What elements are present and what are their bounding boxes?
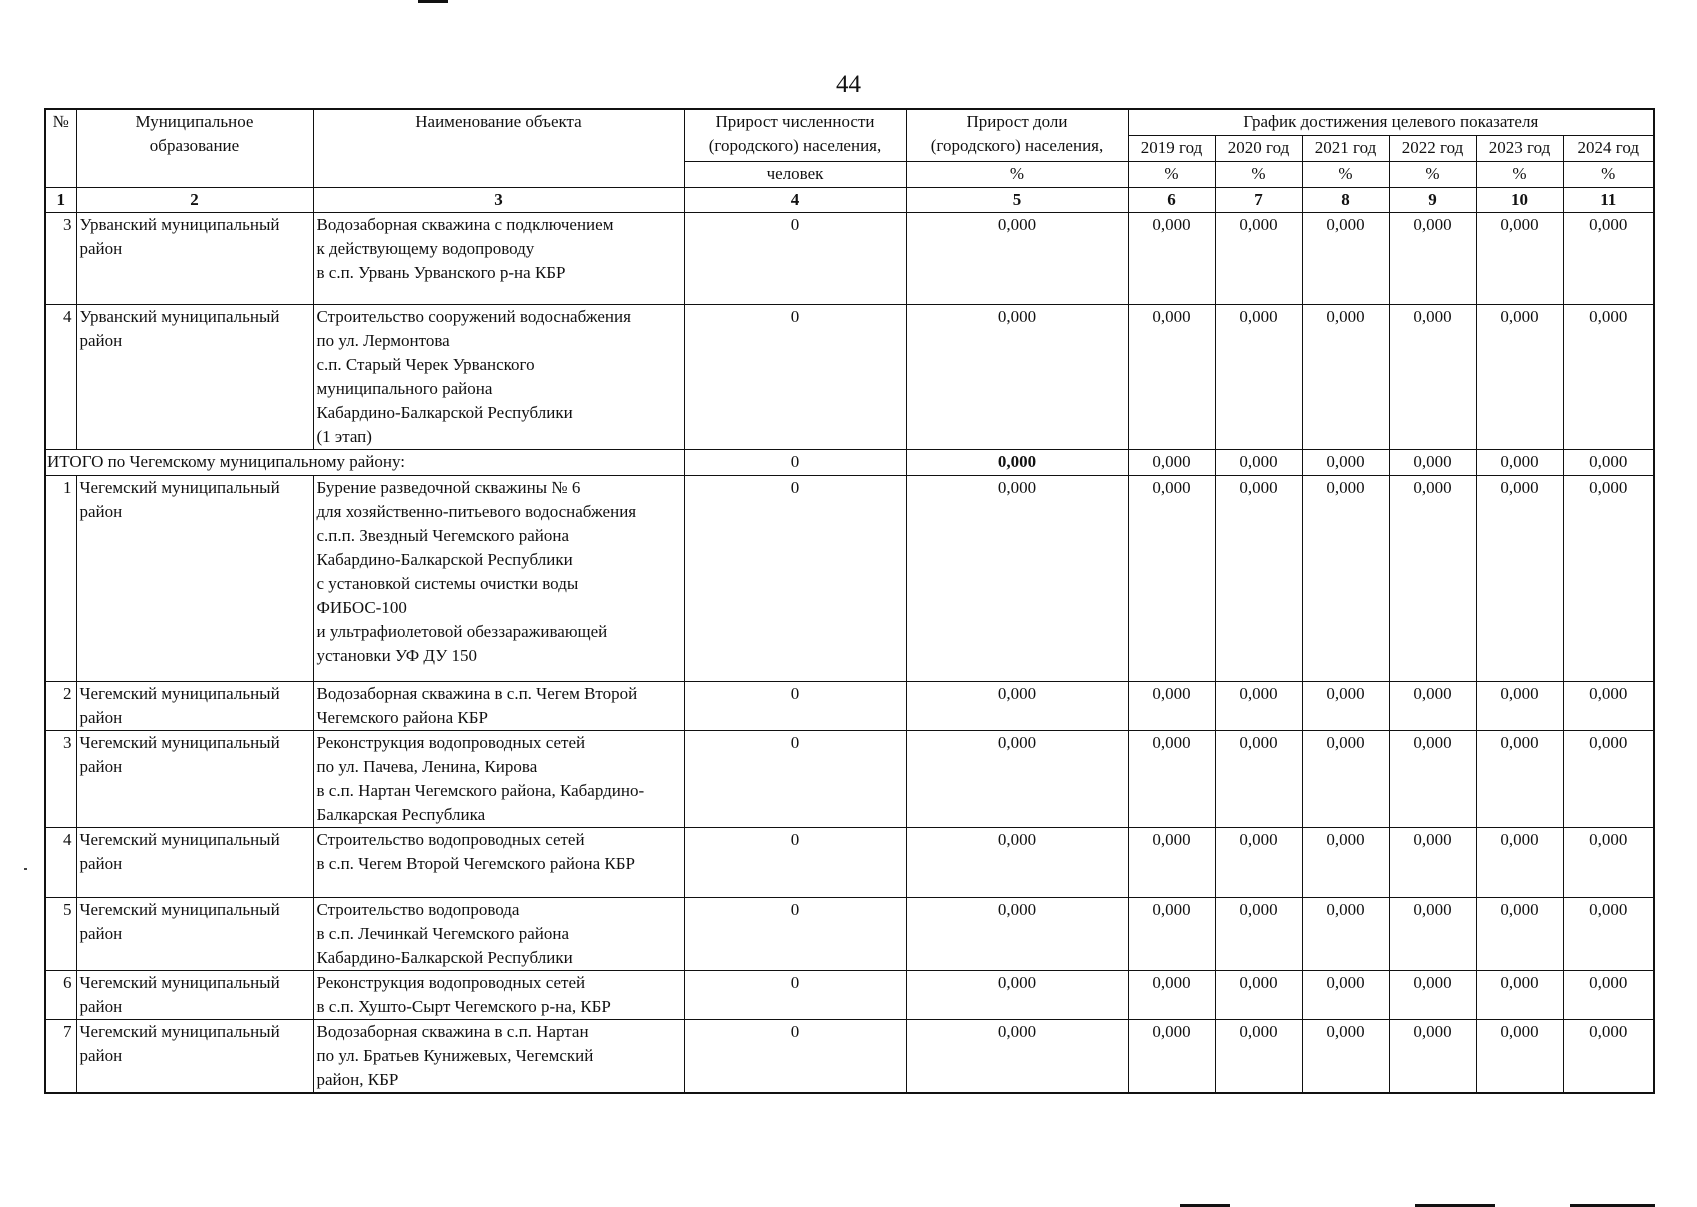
- row-municipality: Чегемский муниципальный район: [76, 827, 313, 897]
- row-year-value: 0,000: [1128, 827, 1215, 897]
- header-year: 2023 год: [1476, 135, 1563, 161]
- header-no: №: [45, 109, 76, 187]
- row-growth-share: 0,000: [906, 897, 1128, 970]
- row-year-value: 0,000: [1389, 897, 1476, 970]
- unit-year: %: [1128, 161, 1215, 187]
- total-year-value: 0,000: [1389, 449, 1476, 475]
- row-number: 6: [45, 970, 76, 1019]
- unit-year: %: [1389, 161, 1476, 187]
- row-year-value: 0,000: [1389, 730, 1476, 827]
- row-growth-count: 0: [684, 212, 906, 304]
- row-municipality: Чегемский муниципальный район: [76, 970, 313, 1019]
- table-row: [45, 304, 1654, 449]
- table-row: [45, 475, 1654, 681]
- row-growth-share: 0,000: [906, 475, 1128, 681]
- header-schedule: График достижения целевого показателя: [1128, 109, 1654, 135]
- total-label: ИТОГО по Чегемскому муниципальному району:: [45, 449, 684, 475]
- row-year-value: 0,000: [1476, 1019, 1563, 1093]
- total-year-value: 0,000: [1476, 449, 1563, 475]
- column-number: 5: [906, 187, 1128, 212]
- table-row: [45, 730, 1654, 827]
- header-year: 2021 год: [1302, 135, 1389, 161]
- table-row: [45, 827, 1654, 897]
- row-year-value: 0,000: [1563, 897, 1654, 970]
- row-year-value: 0,000: [1476, 475, 1563, 681]
- row-year-value: 0,000: [1302, 730, 1389, 827]
- column-number: 6: [1128, 187, 1215, 212]
- row-year-value: 0,000: [1563, 1019, 1654, 1093]
- row-year-value: 0,000: [1302, 970, 1389, 1019]
- row-growth-count: 0: [684, 827, 906, 897]
- header-growth-count: Прирост численности (городского) населения,: [684, 109, 906, 161]
- column-number: 8: [1302, 187, 1389, 212]
- row-year-value: 0,000: [1389, 212, 1476, 304]
- unit-year: %: [1563, 161, 1654, 187]
- total-year-value: 0,000: [1563, 449, 1654, 475]
- row-year-value: 0,000: [1389, 304, 1476, 449]
- header-object: Наименование объекта: [313, 109, 684, 187]
- row-year-value: 0,000: [1302, 304, 1389, 449]
- table-row: [45, 1019, 1654, 1093]
- row-year-value: 0,000: [1215, 730, 1302, 827]
- row-year-value: 0,000: [1128, 730, 1215, 827]
- row-growth-count: 0: [684, 897, 906, 970]
- row-growth-share: 0,000: [906, 970, 1128, 1019]
- unit-year: %: [1302, 161, 1389, 187]
- row-year-value: 0,000: [1563, 827, 1654, 897]
- row-object: Строительство сооружений водоснабжения по ул. Лермонтова с.п. Старый Черек Урванского муниципального района Кабардино-Балкарской Республики (1 этап): [313, 304, 684, 449]
- row-object: Строительство водопроводных сетей в с.п. Чегем Второй Чегемского района КБР: [313, 827, 684, 897]
- row-year-value: 0,000: [1476, 730, 1563, 827]
- row-municipality: Чегемский муниципальный район: [76, 475, 313, 681]
- row-municipality: Чегемский муниципальный район: [76, 681, 313, 730]
- row-municipality: Урванский муниципальный район: [76, 304, 313, 449]
- row-municipality: Чегемский муниципальный район: [76, 897, 313, 970]
- row-year-value: 0,000: [1215, 304, 1302, 449]
- row-year-value: 0,000: [1215, 475, 1302, 681]
- row-growth-count: 0: [684, 681, 906, 730]
- header-growth-share: Прирост доли (городского) населения,: [906, 109, 1128, 161]
- header-municipality: Муниципальное образование: [76, 109, 313, 187]
- page-number: 44: [836, 71, 861, 98]
- table-row: [45, 970, 1654, 1019]
- row-growth-count: 0: [684, 730, 906, 827]
- scan-dot: [24, 868, 27, 870]
- row-year-value: 0,000: [1215, 897, 1302, 970]
- row-year-value: 0,000: [1476, 304, 1563, 449]
- row-municipality: Чегемский муниципальный район: [76, 730, 313, 827]
- row-growth-count: 0: [684, 970, 906, 1019]
- row-year-value: 0,000: [1215, 827, 1302, 897]
- header-year: 2022 год: [1389, 135, 1476, 161]
- column-number: 3: [313, 187, 684, 212]
- row-growth-share: 0,000: [906, 730, 1128, 827]
- row-year-value: 0,000: [1302, 1019, 1389, 1093]
- row-object: Водозаборная скважина в с.п. Нартан по ул. Братьев Кунижевых, Чегемский район, КБР: [313, 1019, 684, 1093]
- total-growth-share: 0,000: [906, 449, 1128, 475]
- total-row: [45, 449, 1654, 475]
- column-number: 1: [45, 187, 76, 212]
- column-number: 9: [1389, 187, 1476, 212]
- column-number: 4: [684, 187, 906, 212]
- row-year-value: 0,000: [1563, 475, 1654, 681]
- row-number: 4: [45, 827, 76, 897]
- row-year-value: 0,000: [1563, 730, 1654, 827]
- row-year-value: 0,000: [1476, 970, 1563, 1019]
- unit-count: человек: [684, 161, 906, 187]
- target-indicator-table: [44, 108, 1655, 1094]
- row-growth-share: 0,000: [906, 827, 1128, 897]
- row-year-value: 0,000: [1563, 212, 1654, 304]
- row-year-value: 0,000: [1128, 304, 1215, 449]
- row-year-value: 0,000: [1563, 304, 1654, 449]
- row-growth-count: 0: [684, 304, 906, 449]
- row-year-value: 0,000: [1302, 897, 1389, 970]
- row-year-value: 0,000: [1389, 1019, 1476, 1093]
- total-year-value: 0,000: [1302, 449, 1389, 475]
- row-growth-count: 0: [684, 475, 906, 681]
- header-year: 2024 год: [1563, 135, 1654, 161]
- total-year-value: 0,000: [1128, 449, 1215, 475]
- row-year-value: 0,000: [1389, 970, 1476, 1019]
- row-year-value: 0,000: [1302, 475, 1389, 681]
- scan-mark: [418, 0, 448, 3]
- table-row: [45, 212, 1654, 304]
- row-year-value: 0,000: [1215, 970, 1302, 1019]
- total-year-value: 0,000: [1215, 449, 1302, 475]
- row-object: Бурение разведочной скважины № 6 для хозяйственно-питьевого водоснабжения с.п.п. Звездный Чегемского района Кабардино-Балкарской Республики с установкой системы очистки воды ФИБОС-100 и ультрафиолетовой обеззараживающей установки УФ ДУ 150: [313, 475, 684, 681]
- column-number: 7: [1215, 187, 1302, 212]
- row-object: Реконструкция водопроводных сетей по ул. Пачева, Ленина, Кирова в с.п. Нартан Чегемского района, Кабардино- Балкарская Республика: [313, 730, 684, 827]
- column-numbers-row: [45, 187, 1654, 212]
- row-year-value: 0,000: [1389, 681, 1476, 730]
- row-growth-share: 0,000: [906, 681, 1128, 730]
- row-year-value: 0,000: [1302, 681, 1389, 730]
- unit-share: %: [906, 161, 1128, 187]
- row-growth-share: 0,000: [906, 212, 1128, 304]
- row-year-value: 0,000: [1128, 970, 1215, 1019]
- row-number: 3: [45, 730, 76, 827]
- header-year: 2020 год: [1215, 135, 1302, 161]
- row-municipality: Чегемский муниципальный район: [76, 1019, 313, 1093]
- row-year-value: 0,000: [1128, 897, 1215, 970]
- row-year-value: 0,000: [1476, 827, 1563, 897]
- row-year-value: 0,000: [1563, 970, 1654, 1019]
- column-number: 2: [76, 187, 313, 212]
- row-year-value: 0,000: [1476, 681, 1563, 730]
- row-number: 1: [45, 475, 76, 681]
- unit-year: %: [1476, 161, 1563, 187]
- row-object: Реконструкция водопроводных сетей в с.п. Хушто-Сырт Чегемского р-на, КБР: [313, 970, 684, 1019]
- row-year-value: 0,000: [1389, 475, 1476, 681]
- total-growth-count: 0: [684, 449, 906, 475]
- row-year-value: 0,000: [1215, 1019, 1302, 1093]
- row-number: 2: [45, 681, 76, 730]
- row-year-value: 0,000: [1302, 827, 1389, 897]
- row-number: 3: [45, 212, 76, 304]
- row-year-value: 0,000: [1128, 475, 1215, 681]
- row-year-value: 0,000: [1302, 212, 1389, 304]
- row-number: 4: [45, 304, 76, 449]
- column-number: 10: [1476, 187, 1563, 212]
- row-number: 7: [45, 1019, 76, 1093]
- column-number: 11: [1563, 187, 1654, 212]
- row-year-value: 0,000: [1128, 681, 1215, 730]
- row-growth-share: 0,000: [906, 1019, 1128, 1093]
- row-year-value: 0,000: [1476, 897, 1563, 970]
- table-row: [45, 897, 1654, 970]
- row-growth-count: 0: [684, 1019, 906, 1093]
- row-year-value: 0,000: [1476, 212, 1563, 304]
- row-year-value: 0,000: [1215, 681, 1302, 730]
- row-number: 5: [45, 897, 76, 970]
- table-row: [45, 681, 1654, 730]
- row-year-value: 0,000: [1389, 827, 1476, 897]
- row-year-value: 0,000: [1215, 212, 1302, 304]
- row-object: Водозаборная скважина с подключением к действующему водопроводу в с.п. Урвань Урванского р-на КБР: [313, 212, 684, 304]
- row-municipality: Урванский муниципальный район: [76, 212, 313, 304]
- header-row: [45, 109, 1654, 135]
- row-year-value: 0,000: [1128, 1019, 1215, 1093]
- row-object: Водозаборная скважина в с.п. Чегем Второй Чегемского района КБР: [313, 681, 684, 730]
- row-growth-share: 0,000: [906, 304, 1128, 449]
- row-object: Строительство водопровода в с.п. Лечинкай Чегемского района Кабардино-Балкарской Республики: [313, 897, 684, 970]
- unit-year: %: [1215, 161, 1302, 187]
- header-year: 2019 год: [1128, 135, 1215, 161]
- row-year-value: 0,000: [1128, 212, 1215, 304]
- row-year-value: 0,000: [1563, 681, 1654, 730]
